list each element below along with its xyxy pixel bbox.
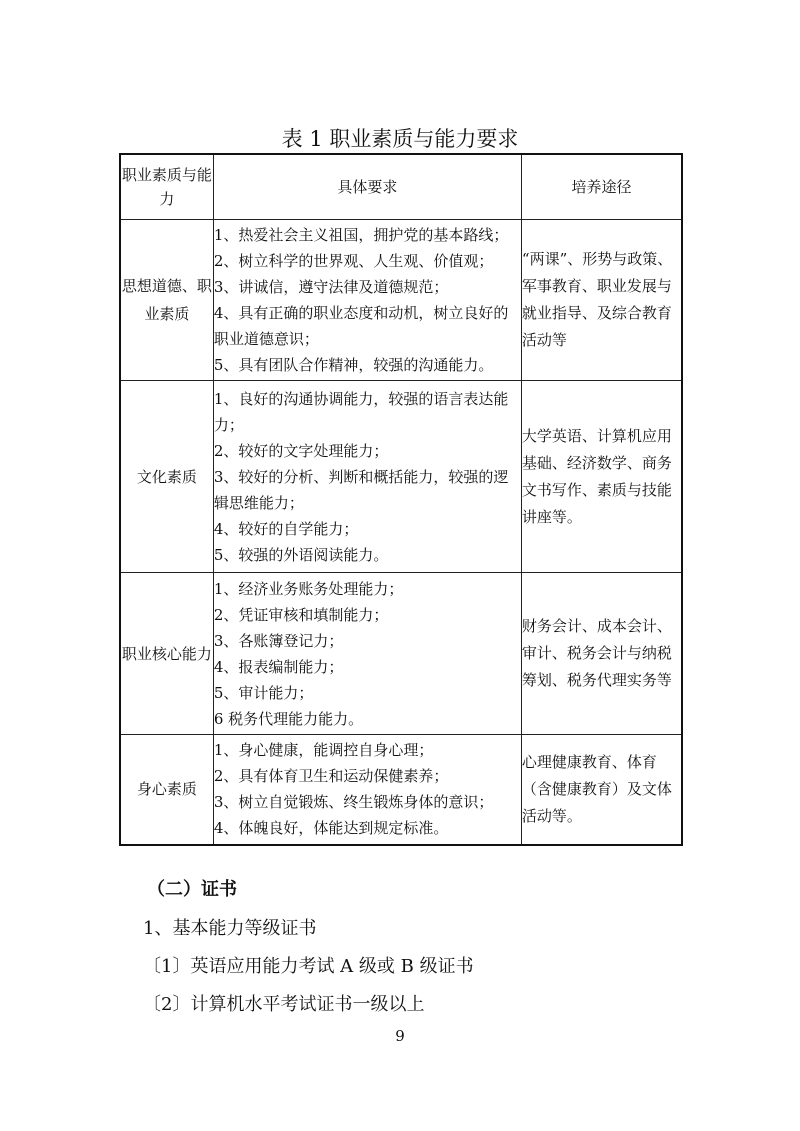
requirements-cell bbox=[213, 381, 521, 573]
table-header-row bbox=[120, 154, 682, 220]
requirements-cell bbox=[213, 573, 521, 735]
requirement-item: 1、热爱社会主义祖国，拥护党的基本路线； bbox=[213, 226, 509, 244]
requirement-item: 2、树立科学的世界观、人生观、价值观； bbox=[213, 252, 494, 270]
requirements-table bbox=[119, 153, 683, 846]
requirement-item: 3、树立自觉锻炼、终生锻炼身体的意识； bbox=[213, 793, 494, 812]
category-cell: 身心素质 bbox=[120, 735, 213, 845]
table-row bbox=[120, 381, 682, 573]
requirement-item: 1、良好的沟通协调能力，较强的语言表达能力； bbox=[213, 389, 509, 434]
requirements-cell bbox=[213, 220, 521, 381]
pathway-cell: 心理健康教育、体育（含健康教育）及文体活动等。 bbox=[521, 735, 682, 845]
requirement-item: 6 税务代理能力能力。 bbox=[213, 709, 364, 728]
pathway-cell: 大学英语、计算机应用基础、经济数学、商务文书写作、素质与技能讲座等。 bbox=[521, 381, 682, 573]
requirement-item: 1、身心健康，能调控自身心理； bbox=[213, 741, 434, 760]
pathway-cell: 财务会计、成本会计、审计、税务会计与纳税筹划、税务代理实务等 bbox=[521, 573, 682, 735]
requirement-item: 5、具有团队合作精神，较强的沟通能力。 bbox=[213, 356, 494, 374]
requirement-item: 4、体魄良好，体能达到规定标准。 bbox=[213, 819, 449, 838]
requirement-item: 3、讲诚信，遵守法律及道德规范； bbox=[213, 278, 449, 296]
requirement-item: 3、各账簿登记力； bbox=[213, 631, 344, 650]
requirement-item: 5、较强的外语阅读能力。 bbox=[213, 545, 389, 564]
category-cell: 文化素质 bbox=[120, 381, 213, 573]
requirement-item: 2、较好的文字处理能力； bbox=[213, 441, 389, 460]
header-quality: 职业素质与能力 bbox=[120, 154, 213, 220]
requirement-item: 5、审计能力； bbox=[213, 683, 314, 702]
page-number: 9 bbox=[395, 1027, 405, 1045]
pathway-cell: “两课”、形势与政策、军事教育、职业发展与就业指导、及综合教育活动等 bbox=[521, 220, 682, 381]
certificate-item: 〔1〕英语应用能力考试 A 级或 B 级证书 bbox=[143, 956, 474, 977]
requirement-item: 4、较好的自学能力； bbox=[213, 519, 359, 538]
certificate-item: 1、基本能力等级证书 bbox=[143, 918, 317, 939]
requirement-item: 3、较好的分析、判断和概括能力，较强的逻辑思维能力； bbox=[213, 467, 509, 512]
table-row bbox=[120, 573, 682, 735]
requirements-cell bbox=[213, 735, 521, 845]
category-cell: 职业核心能力 bbox=[120, 573, 213, 735]
header-requirements: 具体要求 bbox=[213, 154, 521, 220]
requirement-item: 4、具有正确的职业态度和动机，树立良好的职业道德意识； bbox=[213, 304, 509, 348]
requirement-item: 2、具有体育卫生和运动保健素养； bbox=[213, 767, 449, 786]
table-row bbox=[120, 220, 682, 381]
category-cell: 思想道德、职业素质 bbox=[120, 220, 213, 381]
header-pathway: 培养途径 bbox=[521, 154, 682, 220]
section-heading: （二）证书 bbox=[147, 879, 237, 900]
table-title: 表 1 职业素质与能力要求 bbox=[281, 127, 519, 151]
requirement-item: 1、经济业务账务处理能力； bbox=[213, 579, 404, 598]
requirement-item: 2、凭证审核和填制能力； bbox=[213, 605, 389, 624]
requirement-item: 4、报表编制能力； bbox=[213, 657, 344, 676]
table-row bbox=[120, 735, 682, 845]
certificate-item: 〔2〕计算机水平考试证书一级以上 bbox=[143, 994, 425, 1015]
